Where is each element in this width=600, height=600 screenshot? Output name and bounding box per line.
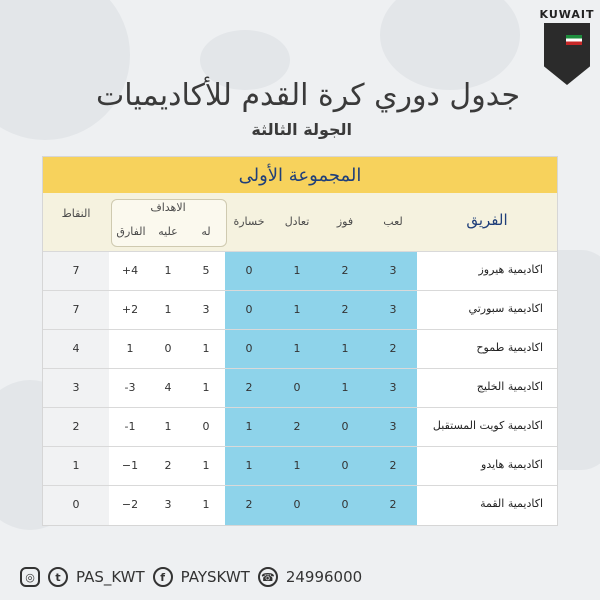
header-goals-against: عليه xyxy=(158,225,178,238)
logo-text: KUWAIT xyxy=(539,8,595,21)
header-drawn: تعادل xyxy=(284,215,310,228)
cell-drawn: 1 xyxy=(293,302,301,316)
facebook-handle[interactable]: PAYSKWT xyxy=(180,568,250,586)
cell-team: اكاديمية هايدو xyxy=(481,458,543,471)
cell-pts: 7 xyxy=(72,302,80,316)
cell-gd: +4 xyxy=(121,263,139,277)
header-played: لعب xyxy=(383,215,403,228)
cell-lost: 0 xyxy=(245,263,253,277)
background-decoration xyxy=(0,0,130,140)
header-team: الفريق xyxy=(466,211,508,229)
cell-drawn: 0 xyxy=(293,497,301,511)
cell-played: 3 xyxy=(389,302,397,316)
cell-won: 1 xyxy=(341,341,349,355)
standings-table xyxy=(42,156,558,526)
header-lost: خسارة xyxy=(233,215,265,228)
cell-ga: 3 xyxy=(164,497,172,511)
cell-ga: 4 xyxy=(164,380,172,394)
cell-gf: 1 xyxy=(202,497,210,511)
cell-drawn: 1 xyxy=(293,341,301,355)
table-row xyxy=(43,290,557,327)
cell-ga: 2 xyxy=(164,458,172,472)
cell-team: اكاديمية سبورتي xyxy=(468,302,543,315)
cell-won: 0 xyxy=(341,419,349,433)
header-goal-diff: الفارق xyxy=(116,225,146,238)
cell-ga: 1 xyxy=(164,419,172,433)
facebook-icon[interactable]: f xyxy=(153,567,173,587)
cell-won: 0 xyxy=(341,458,349,472)
cell-gf: 0 xyxy=(202,419,210,433)
cell-played: 2 xyxy=(389,458,397,472)
cell-played: 3 xyxy=(389,263,397,277)
cell-lost: 0 xyxy=(245,341,253,355)
twitter-handle[interactable]: PAS_KWT xyxy=(76,568,145,586)
cell-lost: 2 xyxy=(245,497,253,511)
shield-icon xyxy=(544,23,590,85)
group-title: المجموعة الأولى xyxy=(43,157,557,193)
cell-team: اكاديمية القمة xyxy=(480,497,543,510)
cell-gd: -1 xyxy=(124,419,136,433)
federation-logo xyxy=(538,8,596,100)
cell-gf: 1 xyxy=(202,458,210,472)
cell-gf: 5 xyxy=(202,263,210,277)
cell-played: 3 xyxy=(389,380,397,394)
background-decoration xyxy=(380,0,520,90)
cell-drawn: 1 xyxy=(293,263,301,277)
cell-team: اكاديمية الخليج xyxy=(476,380,543,393)
round-subtitle: الجولة الثالثة xyxy=(251,120,352,139)
header-goals-for: له xyxy=(201,225,211,238)
cell-pts: 1 xyxy=(72,458,80,472)
table-row xyxy=(43,368,557,405)
cell-won: 0 xyxy=(341,497,349,511)
cell-won: 2 xyxy=(341,302,349,316)
header-points: النقاط xyxy=(61,207,91,220)
phone-number[interactable]: 24996000 xyxy=(285,568,363,586)
cell-lost: 2 xyxy=(245,380,253,394)
cell-pts: 0 xyxy=(72,497,80,511)
table-row xyxy=(43,251,557,288)
cell-played: 2 xyxy=(389,341,397,355)
table-row xyxy=(43,407,557,444)
twitter-icon[interactable]: t xyxy=(48,567,68,587)
cell-lost: 0 xyxy=(245,302,253,316)
cell-ga: 0 xyxy=(164,341,172,355)
header-goals: الاهداف xyxy=(150,201,186,214)
cell-gd: 1 xyxy=(126,341,134,355)
cell-won: 2 xyxy=(341,263,349,277)
cell-lost: 1 xyxy=(245,419,253,433)
table-header xyxy=(43,193,557,251)
cell-pts: 4 xyxy=(72,341,80,355)
cell-gd: -3 xyxy=(124,380,136,394)
cell-gf: 3 xyxy=(202,302,210,316)
cell-gf: 1 xyxy=(202,341,210,355)
instagram-icon[interactable]: ◎ xyxy=(20,567,40,587)
cell-drawn: 1 xyxy=(293,458,301,472)
cell-pts: 2 xyxy=(72,419,80,433)
cell-team: اكاديمية طموح xyxy=(476,341,543,354)
cell-gd: −1 xyxy=(121,458,139,472)
cell-gd: +2 xyxy=(121,302,139,316)
phone-icon[interactable]: ☎ xyxy=(258,567,278,587)
cell-drawn: 0 xyxy=(293,380,301,394)
footer-contacts xyxy=(20,562,420,592)
cell-won: 1 xyxy=(341,380,349,394)
cell-played: 3 xyxy=(389,419,397,433)
cell-lost: 1 xyxy=(245,458,253,472)
cell-team: اكاديمية هيروز xyxy=(478,263,543,276)
header-won: فوز xyxy=(336,215,354,228)
cell-gf: 1 xyxy=(202,380,210,394)
cell-pts: 3 xyxy=(72,380,80,394)
cell-played: 2 xyxy=(389,497,397,511)
page-title: جدول دوري كرة القدم للأكاديميات xyxy=(95,78,520,113)
cell-team: اكاديمية كويت المستقبل xyxy=(432,419,543,432)
table-row xyxy=(43,329,557,366)
table-row xyxy=(43,485,557,522)
cell-pts: 7 xyxy=(72,263,80,277)
cell-gd: −2 xyxy=(121,497,139,511)
cell-ga: 1 xyxy=(164,263,172,277)
cell-ga: 1 xyxy=(164,302,172,316)
cell-drawn: 2 xyxy=(293,419,301,433)
table-row xyxy=(43,446,557,483)
